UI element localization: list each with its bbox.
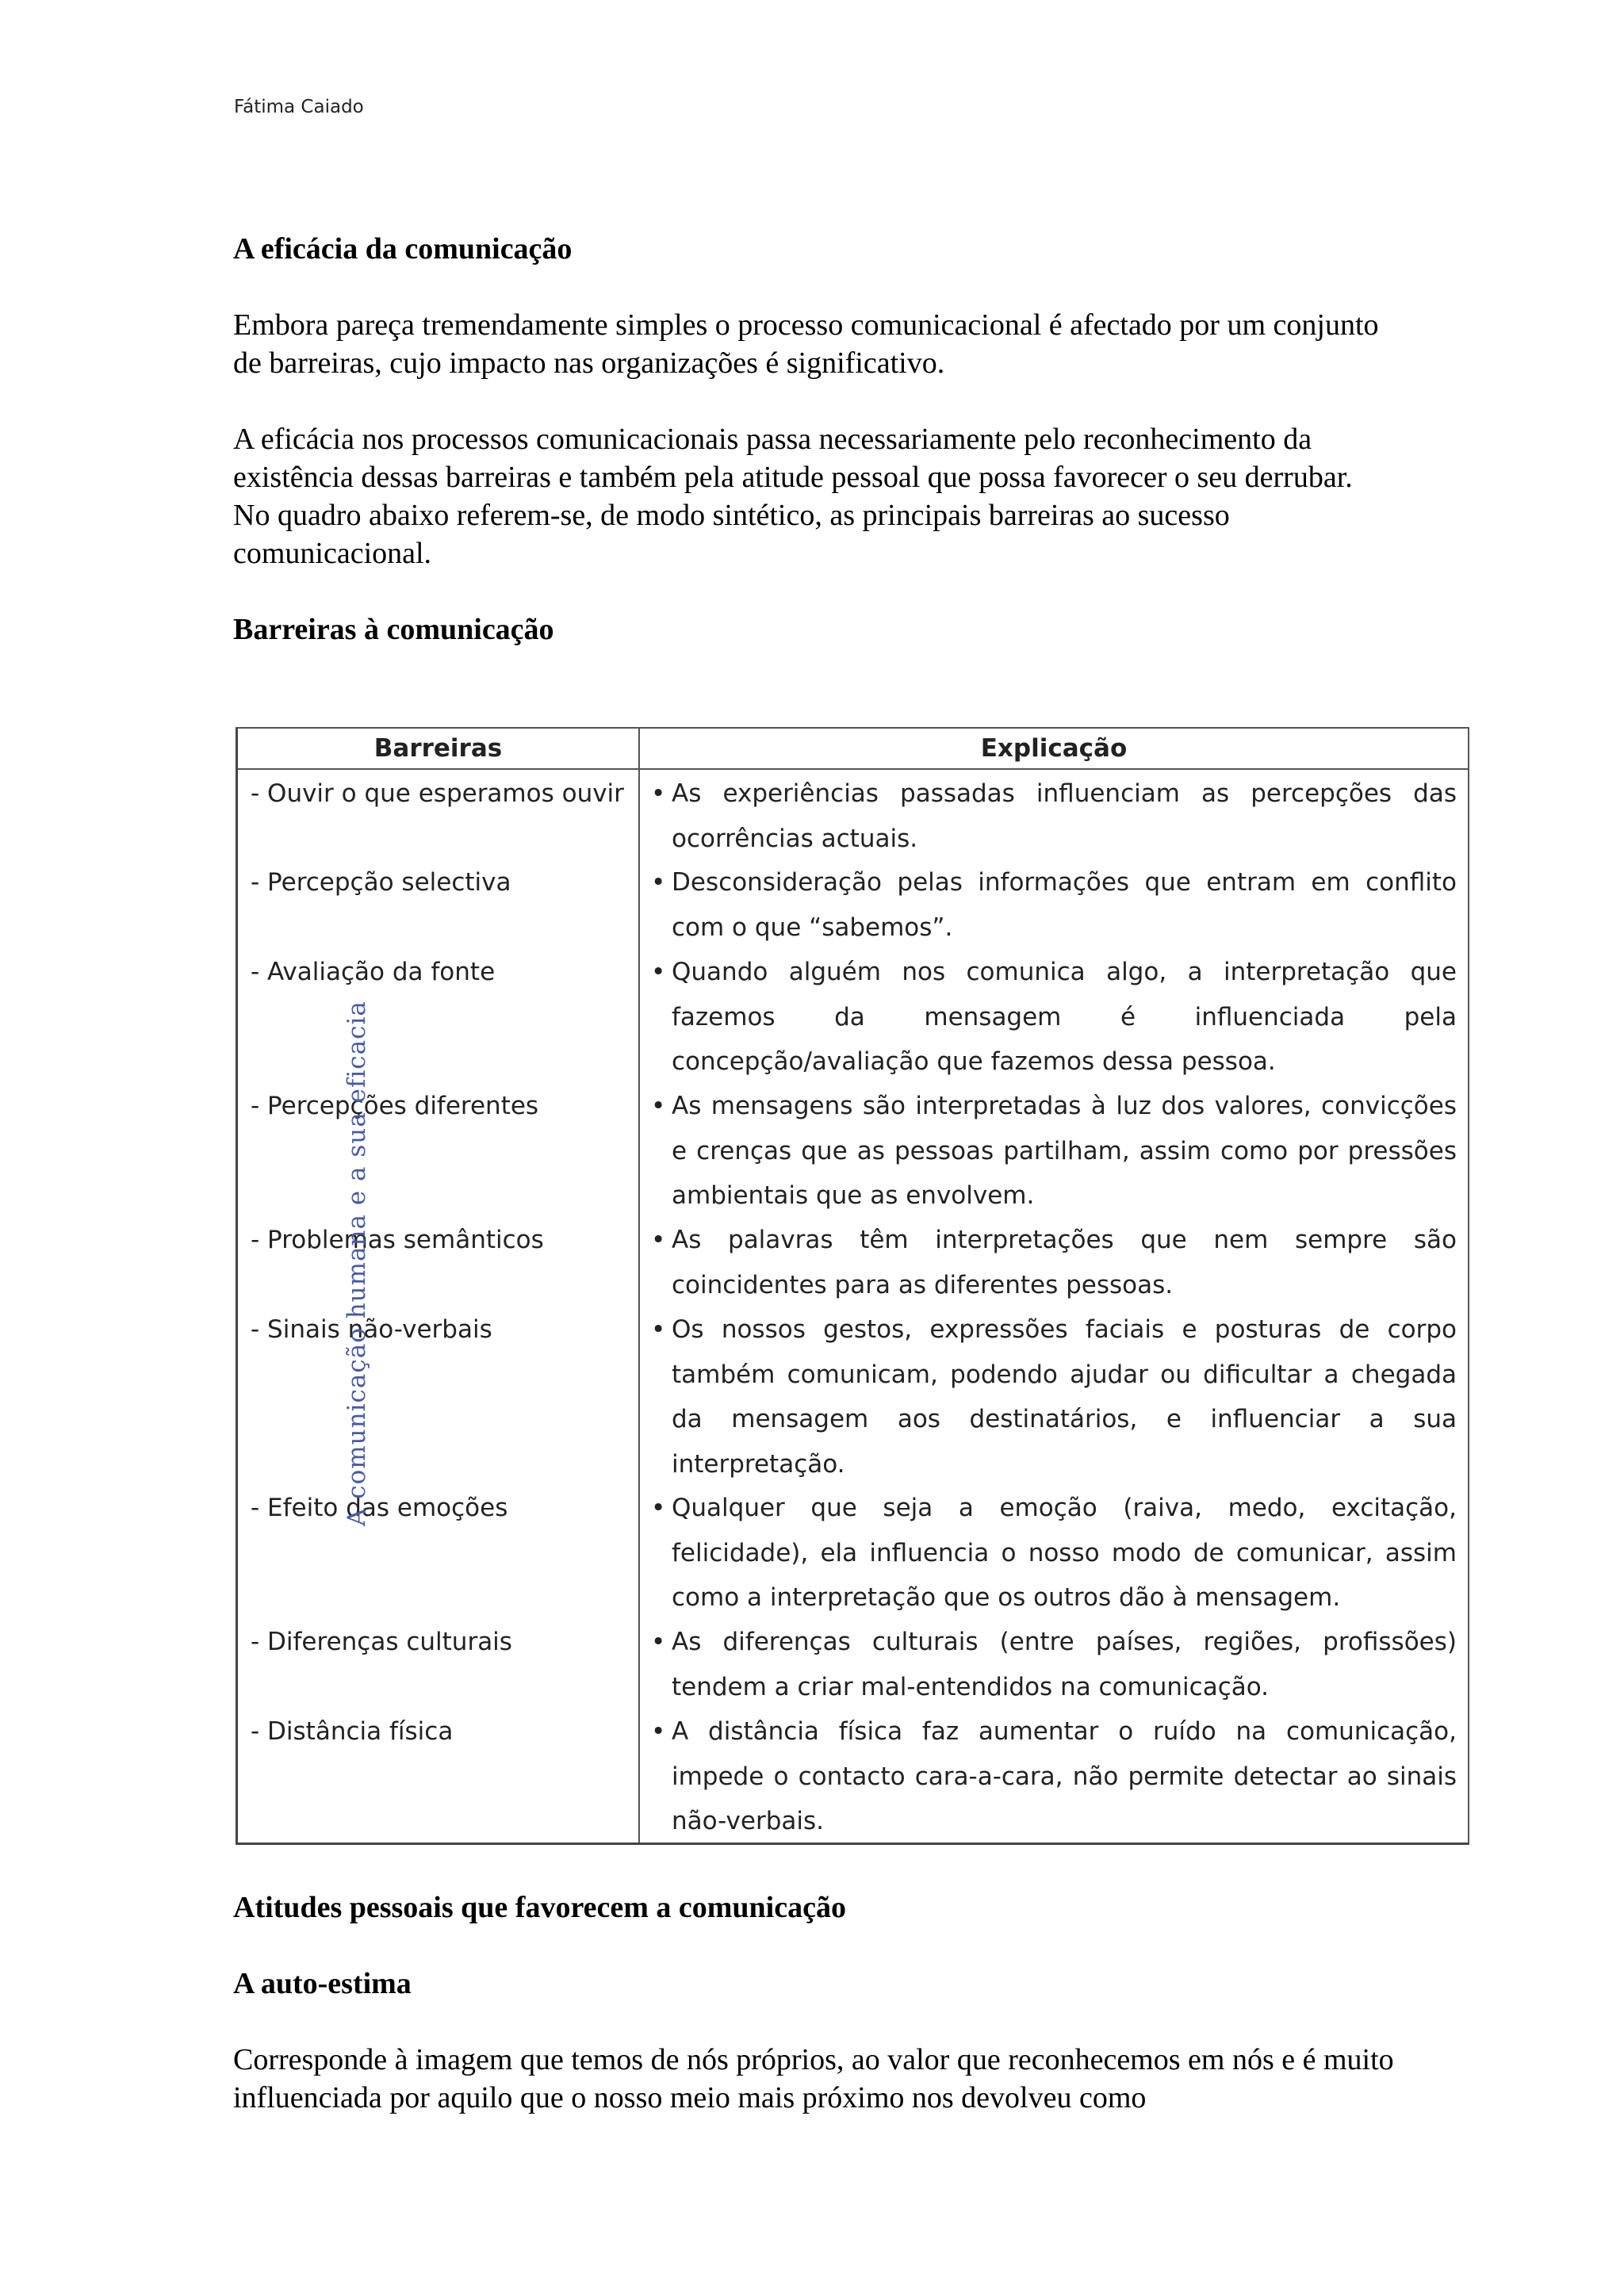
bullet-icon: • [651, 779, 666, 808]
section-title-barreiras: Barreiras à comunicação [233, 613, 554, 646]
table-column-divider [638, 729, 640, 1843]
table-explanation-cell [651, 1218, 1457, 1307]
table-header-row [238, 729, 1468, 770]
table-explanation-cell [651, 1084, 1457, 1219]
explanation-text: As palavras têm interpretações que nem sempre são coincidentes para as diferentes pessoas. [672, 1226, 1457, 1299]
section-title-eficacia: A eficácia da comunicação [233, 232, 573, 266]
explanation-text: Desconsideração pelas informações que entram em conflito com o que “sabemos”. [672, 868, 1457, 942]
table-header-barreiras: Barreiras [373, 734, 503, 763]
table-barrier-cell: - Ouvir o que esperamos ouvir [251, 779, 624, 808]
explanation-text: Qualquer que seja a emoção (raiva, medo, excitação, felicidade), ela influencia o nosso modo de comunicar, assim como a interpretação que os outros dão à mensagem. [672, 1494, 1457, 1612]
bullet-icon: • [651, 1315, 666, 1344]
bullet-icon: • [651, 1717, 666, 1746]
document-body-lower [233, 1888, 1399, 2117]
section-title-auto-estima: A auto-estima [233, 1967, 412, 2000]
table-explanation-cell [651, 1307, 1457, 1487]
document-body [233, 230, 1399, 649]
explanation-text: As diferenças culturais (entre países, regiões, profissões) tendem a criar mal-entendidos na comunicação. [672, 1628, 1457, 1701]
table-explanation-cell [651, 950, 1457, 1085]
table-barrier-cell: - Problemas semânticos [251, 1226, 544, 1254]
table-barrier-cell: - Efeito das emoções [251, 1494, 508, 1522]
table-barrier-cell: - Avaliação da fonte [251, 958, 496, 986]
section-title-atitudes: Atitudes pessoais que favorecem a comunicação [233, 1891, 846, 1924]
barriers-table [236, 727, 1469, 1845]
bullet-icon: • [651, 868, 666, 897]
table-barrier-cell: - Sinais não-verbais [251, 1315, 492, 1344]
explanation-text: Os nossos gestos, expressões faciais e posturas de corpo também comunicam, podendo ajudar ou dificultar a chegada da mensagem aos destinatários, e influenciar a sua interpretação. [672, 1315, 1457, 1479]
paragraph-intro: Embora pareça tremendamente simples o processo comunicacional é afectado por um conjunto de barreiras, cujo impacto nas organizações é significativo. [233, 308, 1379, 380]
header-author: Fátima Caiado [234, 97, 364, 117]
paragraph-eficacia: A eficácia nos processos comunicacionais passa necessariamente pelo reconhecimento da existência dessas barreiras e também pela atitude pessoal que possa favorecer o seu derrubar. [233, 423, 1353, 494]
table-header-explicacao: Explicação [980, 734, 1128, 763]
table-barrier-cell: - Percepções diferentes [251, 1092, 539, 1120]
bullet-icon: • [651, 1628, 666, 1656]
explanation-text: A distância física faz aumentar o ruído na comunicação, impede o contacto cara-a-cara, não permite detectar ao sinais não-verbais. [672, 1717, 1457, 1835]
table-barrier-cell: - Percepção selectiva [251, 868, 511, 897]
explanation-text: Quando alguém nos comunica algo, a interpretação que fazemos da mensagem é influenciada pela concepção/avaliação que fazemos dessa pessoa. [672, 958, 1457, 1076]
table-explanation-cell [651, 1709, 1457, 1844]
explanation-text: As mensagens são interpretadas à luz dos valores, convicções e crenças que as pessoas partilham, assim como por pressões ambientais que as envolvem. [672, 1092, 1457, 1210]
table-explanation-cell [651, 860, 1457, 950]
explanation-text: As experiências passadas influenciam as percepções das ocorrências actuais. [672, 779, 1457, 853]
paragraph-auto-estima: Corresponde à imagem que temos de nós próprios, ao valor que reconhecemos em nós e é muito influenciada por aquilo que o nosso meio mais próximo nos devolveu como [233, 2043, 1394, 2114]
paragraph-quadro: No quadro abaixo referem-se, de modo sintético, as principais barreiras ao sucesso comunicacional. [233, 499, 1230, 570]
table-explanation-cell [651, 1486, 1457, 1621]
bullet-icon: • [651, 1226, 666, 1254]
table-vertical-label: A comunicação humana e a sua eficacia [343, 1001, 371, 1526]
bullet-icon: • [651, 1494, 666, 1522]
bullet-icon: • [651, 958, 666, 986]
table-barrier-cell: - Distância física [251, 1717, 454, 1746]
table-explanation-cell [651, 771, 1457, 861]
table-barrier-cell: - Diferenças culturais [251, 1628, 512, 1656]
table-explanation-cell [651, 1620, 1457, 1709]
bullet-icon: • [651, 1092, 666, 1120]
